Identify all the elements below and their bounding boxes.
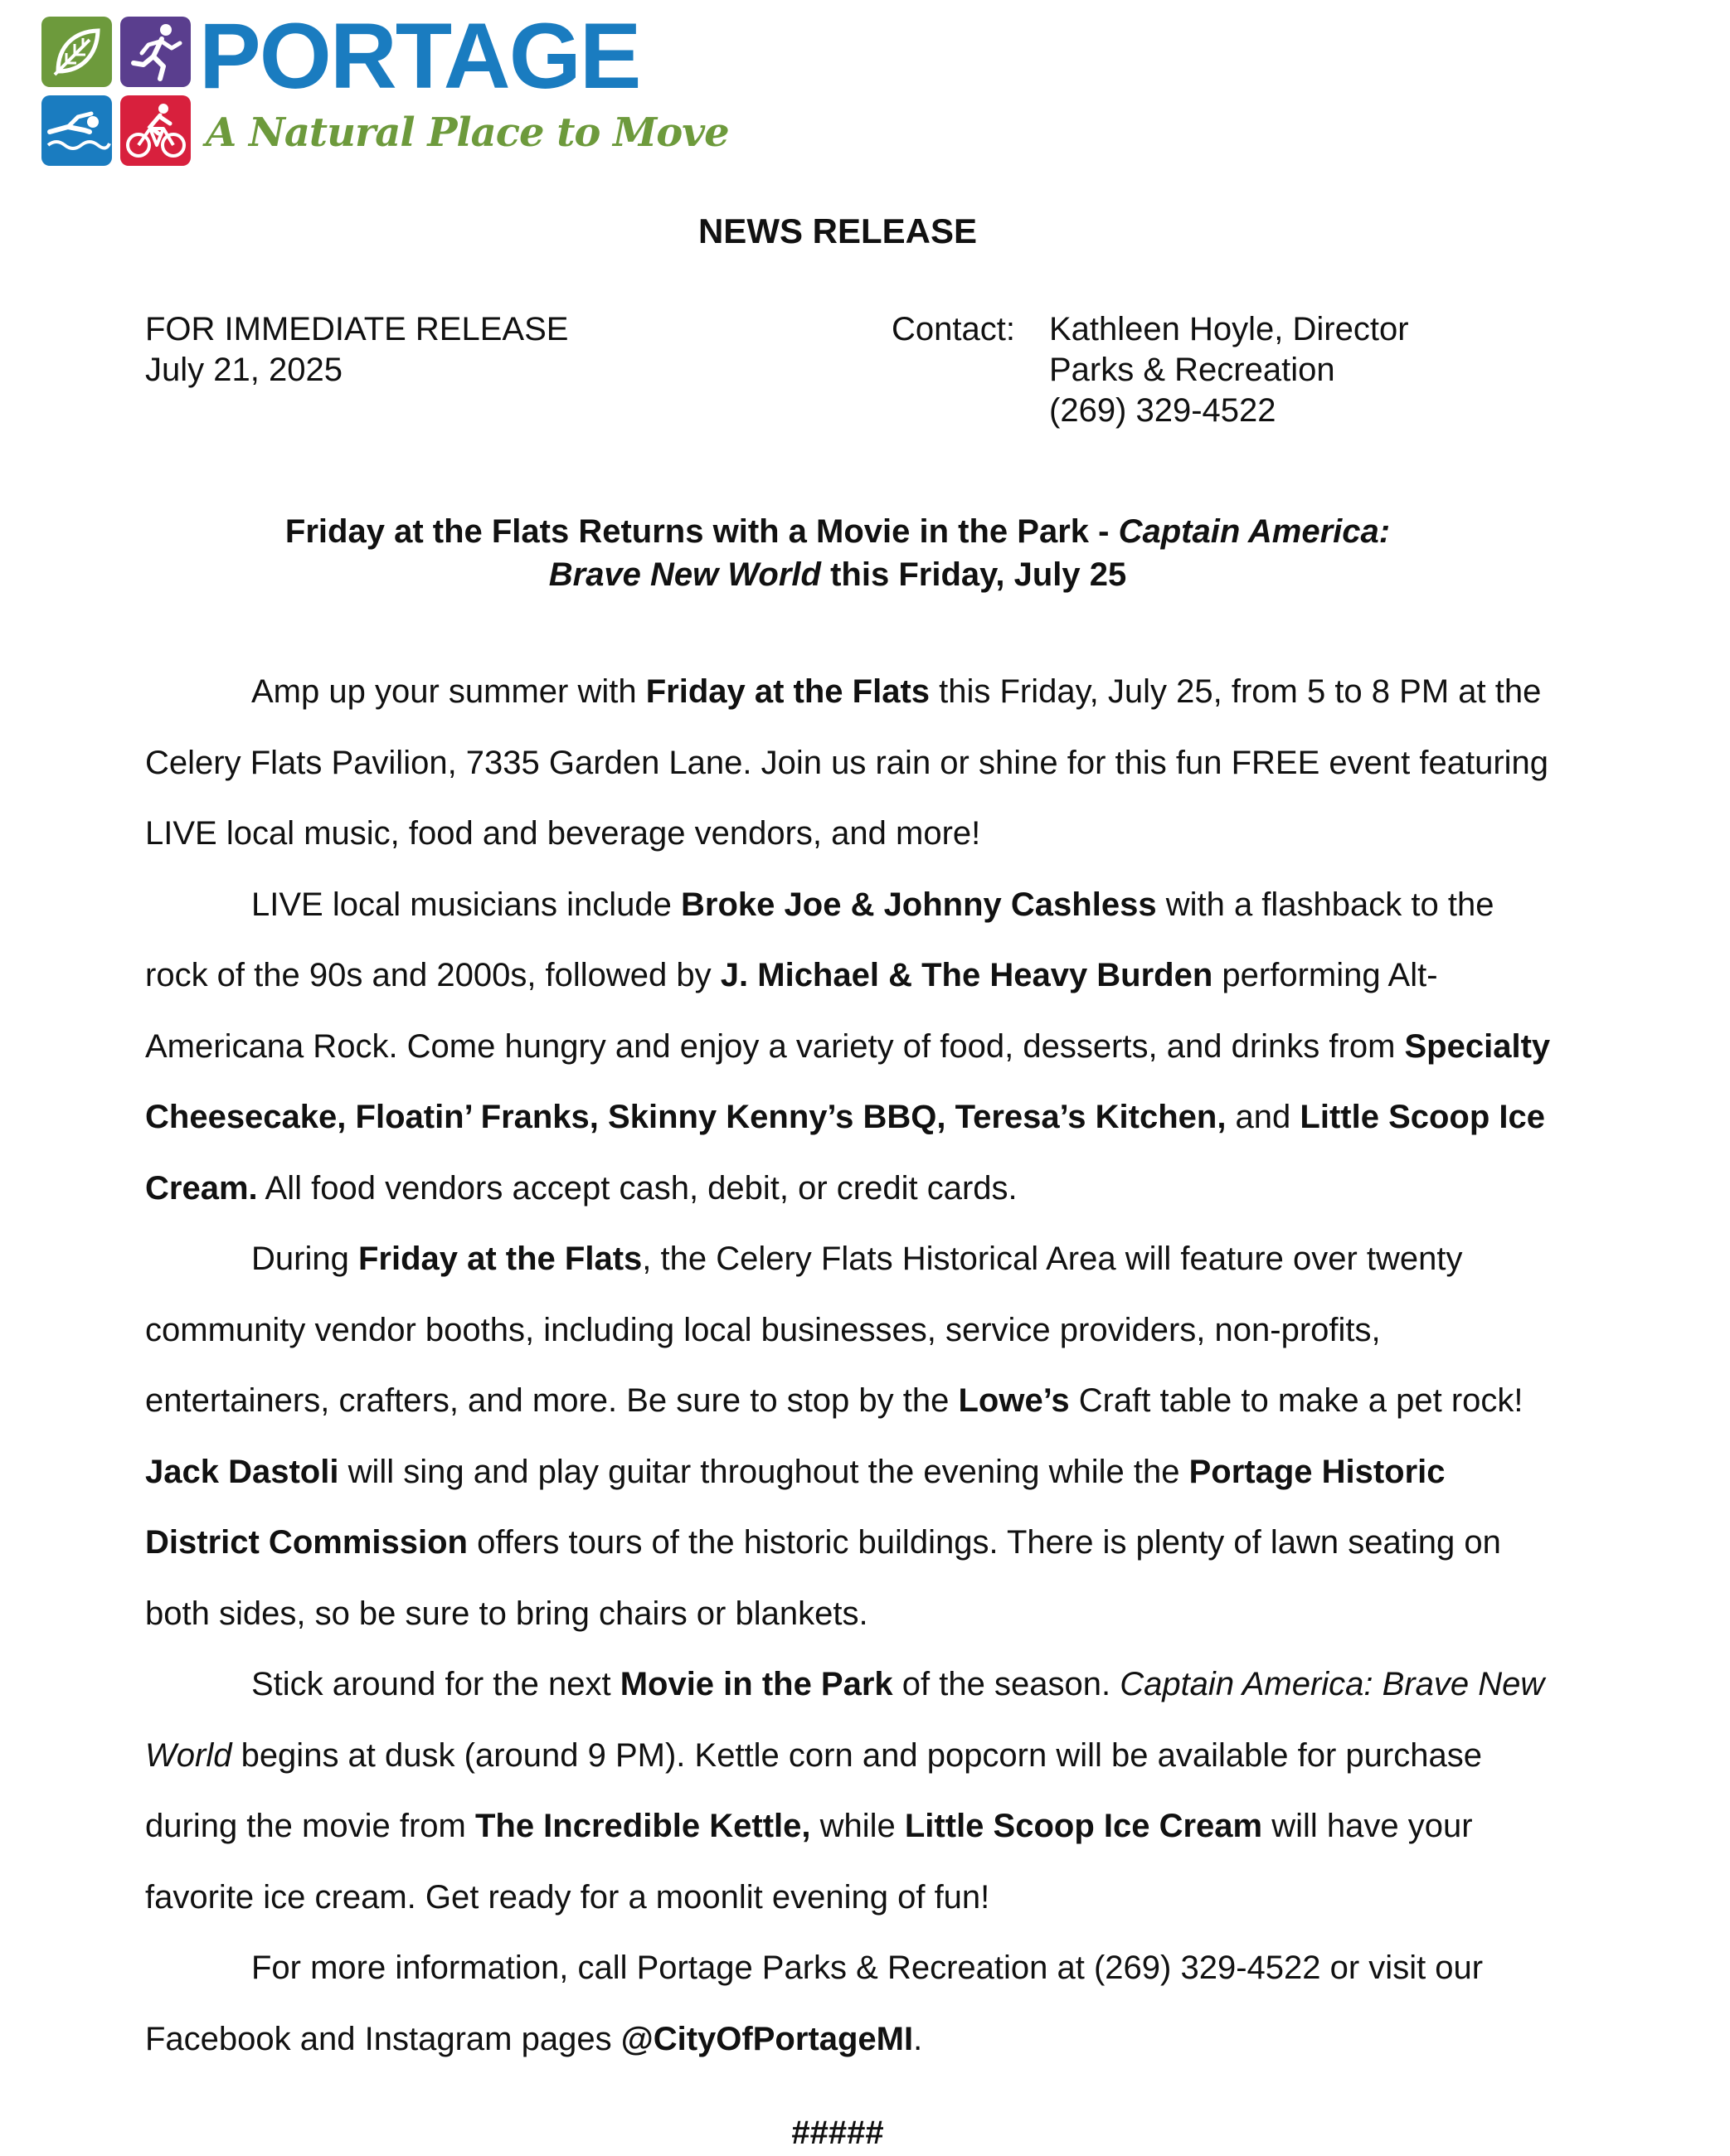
paragraph-event-intro (145, 657, 1555, 870)
text-run: of the season. (892, 1666, 1120, 1702)
portage-logo (41, 4, 729, 166)
bold-text: Friday at the Flats (645, 673, 931, 710)
text-run: . (913, 2020, 923, 2057)
headline-movie-title-cont: Brave New World (548, 556, 821, 593)
headline (145, 510, 1530, 596)
text-run: Craft table to make a pet rock! (1069, 1382, 1523, 1419)
text-run: this Friday, July 25, from 5 to 8 PM at the Celery Flats Pavilion, 7335 Garden Lane. Join us rain or shine for this fun FREE event featuring LIVE local music, food and beverage vendors, and more! (145, 673, 1549, 852)
text-run: Amp up your summer with (251, 673, 646, 710)
text-run: will sing and play guitar throughout the evening while the (338, 1453, 1189, 1490)
paragraph-vendors (145, 1224, 1555, 1649)
headline-text: Friday at the Flats Returns with a Movie in the Park - (284, 513, 1119, 550)
contact-department: Parks & Recreation (1049, 352, 1335, 388)
logo-wordmark: PORTAGE (199, 4, 640, 108)
text-run: will have your favorite ice cream. Get ready for a moonlit evening of fun! (145, 1808, 1473, 1916)
bold-text: The Incredible Kettle, (474, 1808, 811, 1844)
bold-text: Little Scoop Ice Cream. (145, 1099, 1546, 1207)
document-title: NEWS RELEASE (697, 211, 978, 250)
text-run: and (1226, 1099, 1300, 1135)
paragraph-music-food (145, 870, 1555, 1225)
logo-tagline: A Natural Place to Move (206, 109, 729, 156)
bold-text: Broke Joe & Johnny Cashless (681, 886, 1157, 923)
text-run: while (810, 1808, 905, 1844)
contact-phone: (269) 329-4522 (1049, 392, 1276, 429)
text-run: LIVE local musicians include (251, 886, 682, 923)
text-run: begins at dusk (around 9 PM). Kettle corn and popcorn will be available for purchase during the movie from (145, 1736, 1482, 1844)
text-run: For more information, call Portage Parks & Recreation at (269) 329-4522 or visit our Facebook and Instagram pages (145, 1950, 1484, 2057)
contact-name: Kathleen Hoyle, Director (1049, 311, 1409, 347)
bold-text: Little Scoop Ice Cream (904, 1808, 1263, 1844)
bold-text: Portage Historic District Commission (145, 1453, 1446, 1561)
end-mark: ##### (791, 2115, 884, 2151)
text-run: , the Celery Flats Historical Area will feature over twenty community vendor booths, including local businesses, service providers, non-profits, entertainers, crafters, and more. Be sure to stop by the (145, 1241, 1463, 1419)
bold-text: Jack Dastoli (145, 1453, 339, 1490)
swimmer-icon (41, 95, 112, 166)
text-run: performing Alt-Americana Rock. Come hungry and enjoy a variety of food, desserts, and drinks from (145, 957, 1438, 1065)
paragraph-more-info (145, 1933, 1555, 2075)
italic-movie-title: Captain America: Brave New World (145, 1666, 1545, 1774)
leaf-icon (41, 17, 112, 87)
cyclist-icon (120, 95, 191, 166)
text-run: All food vendors accept cash, debit, or credit cards. (257, 1169, 1018, 1207)
paragraph-movie (145, 1649, 1555, 1933)
text-run: with a flashback to the rock of the 90s and 2000s, followed by (145, 886, 1494, 993)
headline-movie-title: Captain America: (1118, 513, 1391, 550)
text-run: offers tours of the historic buildings. There is plenty of lawn seating on both sides, so be sure to bring chairs or blankets. (145, 1524, 1501, 1632)
bold-text: Friday at the Flats (357, 1241, 643, 1277)
bold-text: Lowe’s (958, 1382, 1070, 1419)
social-handle: @CityOfPortageMI (620, 2020, 914, 2057)
release-notice: FOR IMMEDIATE RELEASE (145, 311, 569, 347)
contact-label: Contact: (892, 311, 1015, 347)
text-run: During (251, 1241, 358, 1277)
bold-text: Specialty Cheesecake, Floatin’ Franks, Skinny Kenny’s BBQ, Teresa’s Kitchen, (145, 1027, 1551, 1135)
article-body (145, 657, 1555, 2075)
headline-date: this Friday, July 25 (820, 556, 1127, 593)
bold-text: J. Michael & The Heavy Burden (720, 957, 1213, 993)
release-date: July 21, 2025 (145, 352, 343, 388)
runner-icon (120, 17, 191, 87)
bold-text: Movie in the Park (620, 1666, 893, 1702)
text-run: Stick around for the next (251, 1666, 620, 1702)
